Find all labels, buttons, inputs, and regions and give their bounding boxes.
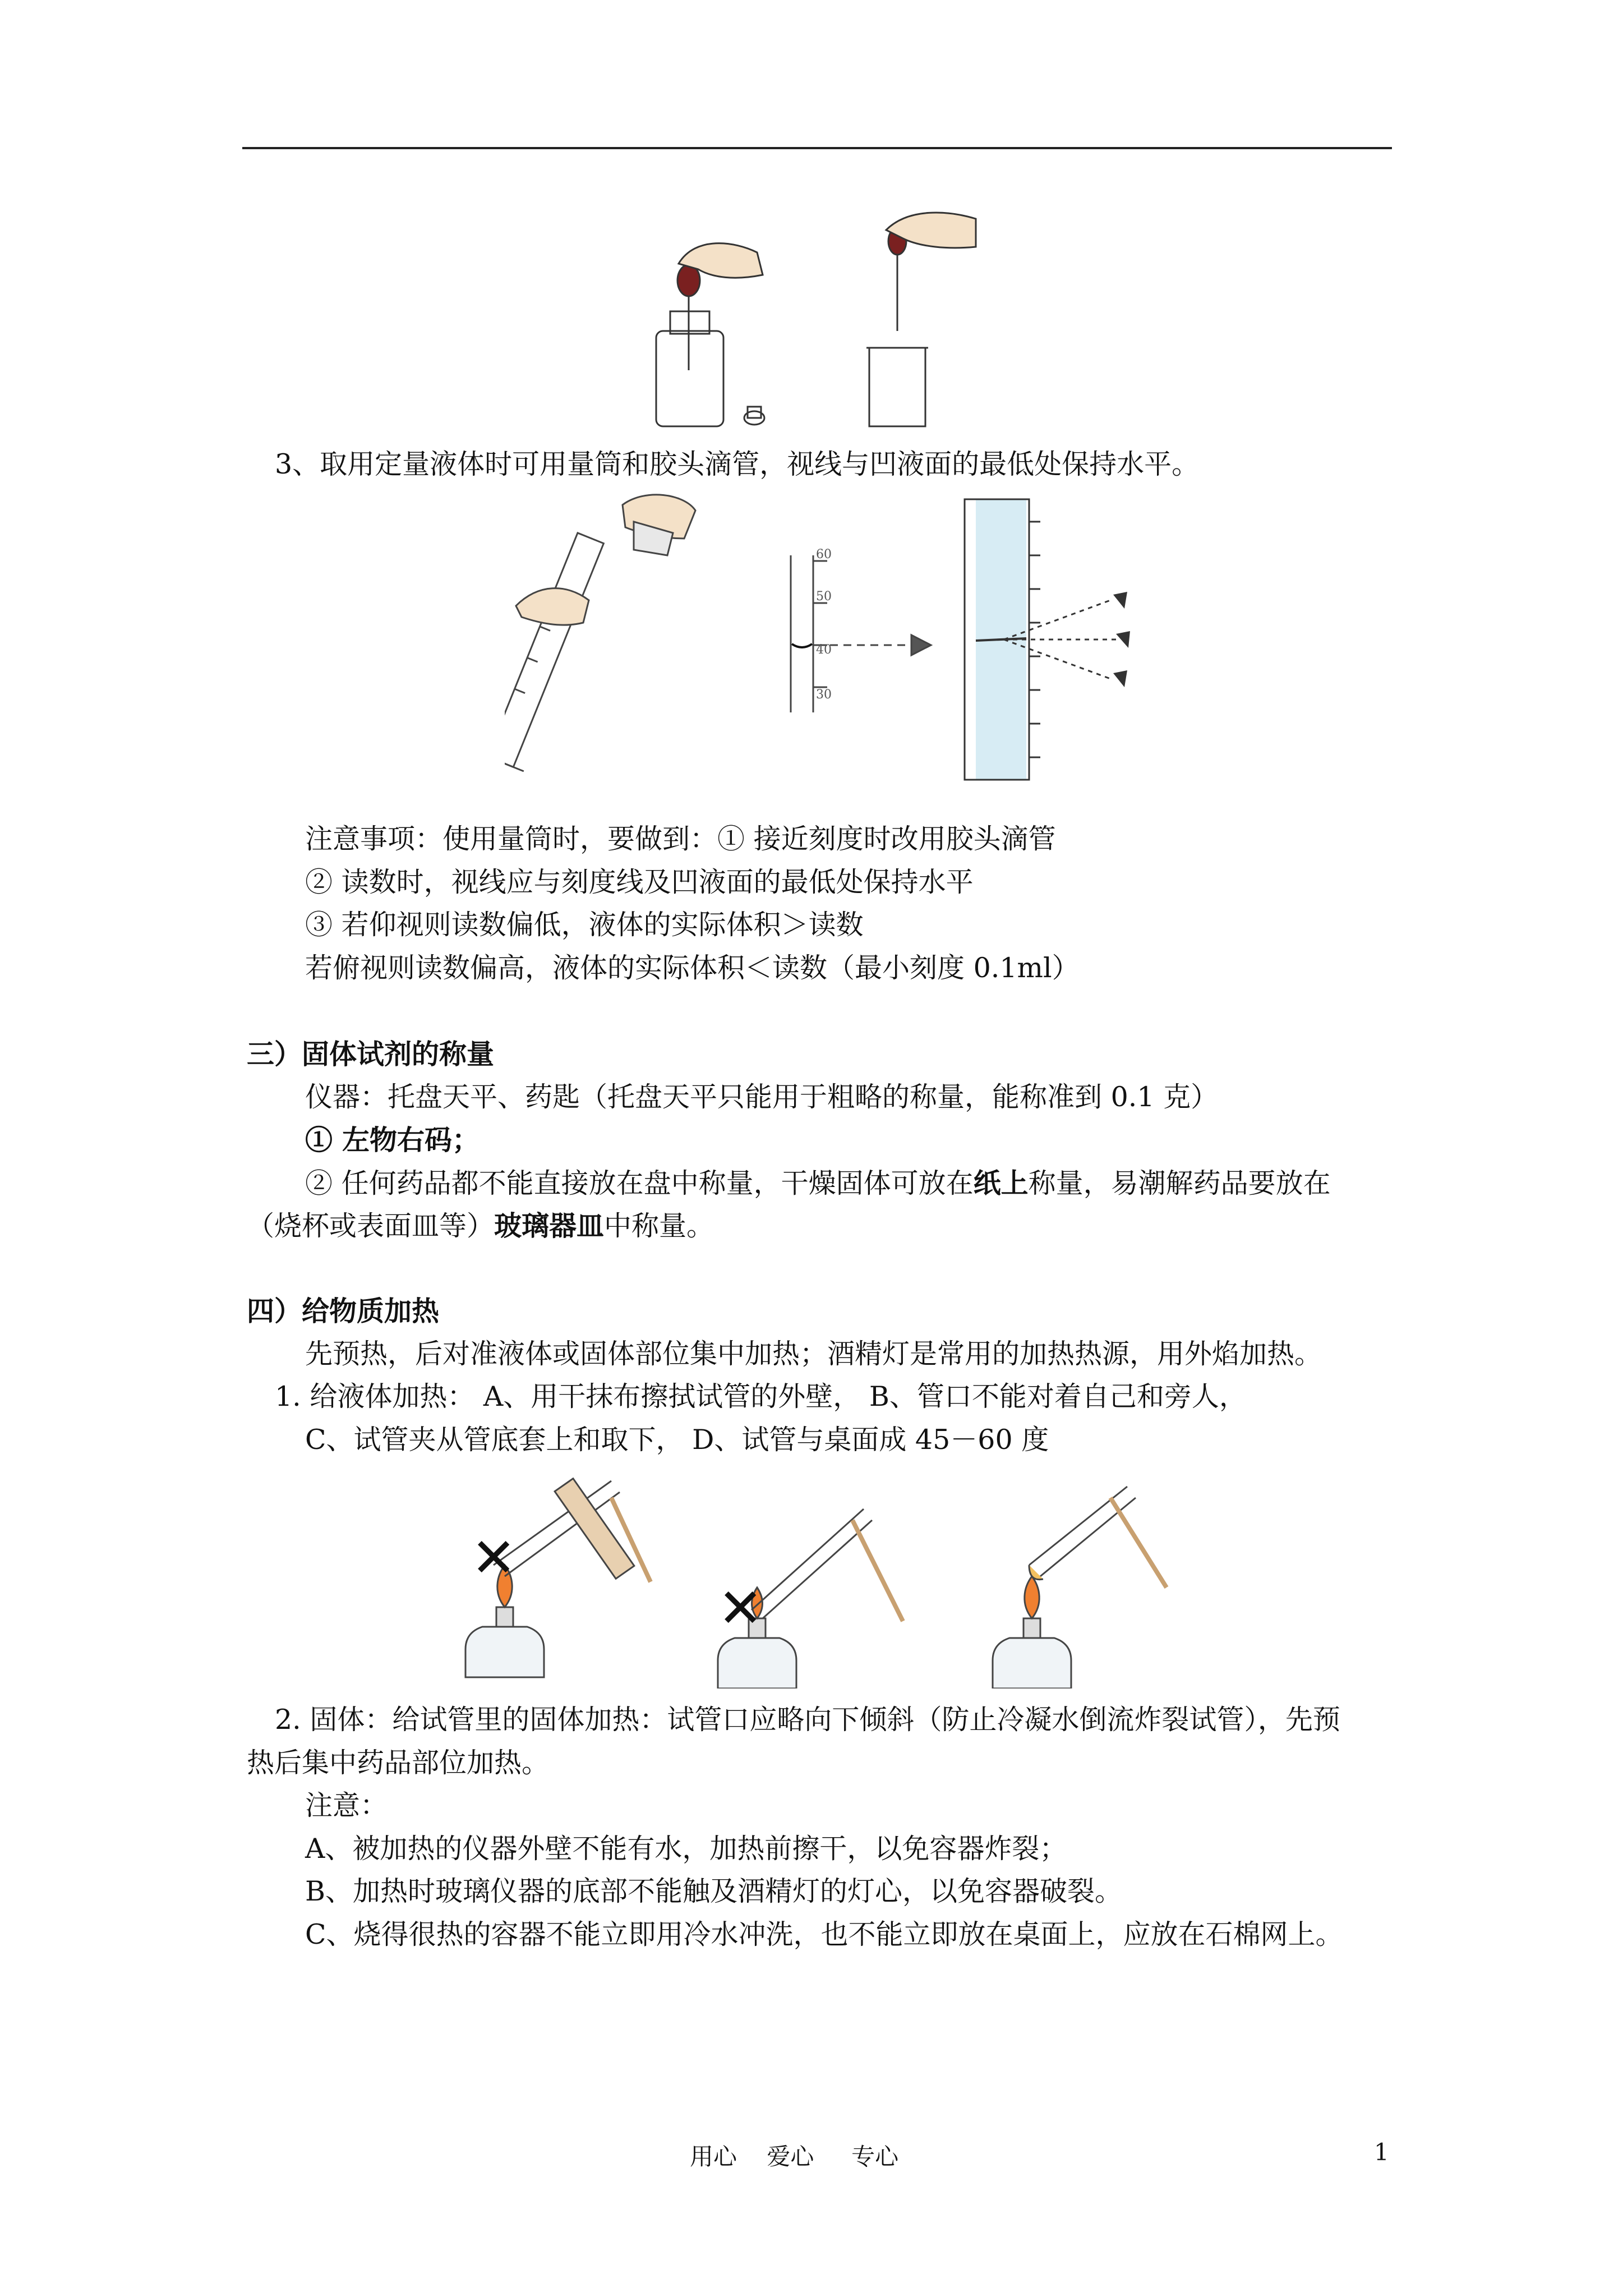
text-attention: 注意： (305, 1789, 388, 1821)
text-heat-liquid: 1. 给液体加热： A、用干抹布擦拭试管的外壁， B、管口不能对着自己和旁人， (275, 1381, 1247, 1412)
text-attention-a: A、被加热的仪器外壁不能有水，加热前擦干，以免容器炸裂； (305, 1833, 1067, 1865)
scale-tick-50: 50 (816, 590, 832, 604)
text-note1: 注意事项：使用量筒时，要做到：① 接近刻度时改用胶头滴管 (305, 823, 1056, 855)
section-4-heading: 四）给物质加热 (247, 1295, 440, 1327)
text-heat-liquid-cd: C、试管夹从管底套上和取下， D、试管与桌面成 45－60 度 (305, 1424, 1049, 1456)
text-heat-solid-cont: 热后集中药品部位加热。 (247, 1747, 550, 1779)
text-seg: 称量，易潮解药品要放在 (1028, 1167, 1331, 1199)
page-number: 1 (1374, 2138, 1389, 2166)
text-left-object-right-weight: ① 左物右码； (305, 1124, 480, 1156)
scale-tick-40: 40 (816, 643, 832, 657)
text-seg-bold: 纸上 (973, 1167, 1029, 1199)
scale-tick-30: 30 (816, 688, 832, 702)
text-seg: ② 任何药品都不能直接放在盘中称量，干燥固体可放在 (305, 1167, 974, 1199)
section-3-heading: 三）固体试剂的称量 (247, 1038, 495, 1070)
scale-tick-60: 60 (816, 547, 832, 562)
header-rule (242, 147, 1392, 149)
heating-figure (449, 1464, 1189, 1688)
text-note2: ② 读数时，视线应与刻度线及凹液面的最低处保持水平 (305, 866, 974, 898)
svg-text:✕: ✕ (471, 1526, 517, 1589)
svg-text:✕: ✕ (718, 1577, 763, 1640)
text-note3: ③ 若仰视则读数偏低，液体的实际体积＞读数 (305, 909, 864, 941)
cylinder-reading-figure (505, 488, 1138, 802)
footer-motto: 用心 爱心 专心 (690, 2143, 899, 2170)
text-instruments: 仪器：托盘天平、药匙（托盘天平只能用于粗略的称量，能称准到 0.1 克） (305, 1081, 1219, 1113)
dropper-figure (645, 202, 993, 438)
text-line-measure-liquid: 3、取用定量液体时可用量筒和胶头滴管，视线与凹液面的最低处保持水平。 (275, 448, 1200, 480)
text-seg: 中称量。 (604, 1210, 714, 1242)
text-attention-b: B、加热时玻璃仪器的底部不能触及酒精灯的灯心，以免容器破裂。 (305, 1875, 1123, 1907)
text-seg-bold: 玻璃器皿 (494, 1209, 605, 1242)
text-preheat: 先预热，后对准液体或固体部位集中加热；酒精灯是常用的加热热源，用外焰加热。 (305, 1338, 1322, 1370)
text-seg: （烧杯或表面皿等） (247, 1210, 495, 1242)
text-attention-c: C、烧得很热的容器不能立即用冷水冲洗，也不能立即放在桌面上，应放在石棉网上。 (305, 1918, 1343, 1950)
text-heat-solid: 2. 固体：给试管里的固体加热：试管口应略向下倾斜（防止冷凝水倒流炸裂试管），先预 (275, 1704, 1340, 1736)
text-weighing-rule-line1 (305, 1166, 1331, 1201)
text-note4: 若俯视则读数偏高，液体的实际体积＜读数（最小刻度 0.1ml） (305, 952, 1080, 984)
text-weighing-rule-line2 (247, 1208, 714, 1244)
